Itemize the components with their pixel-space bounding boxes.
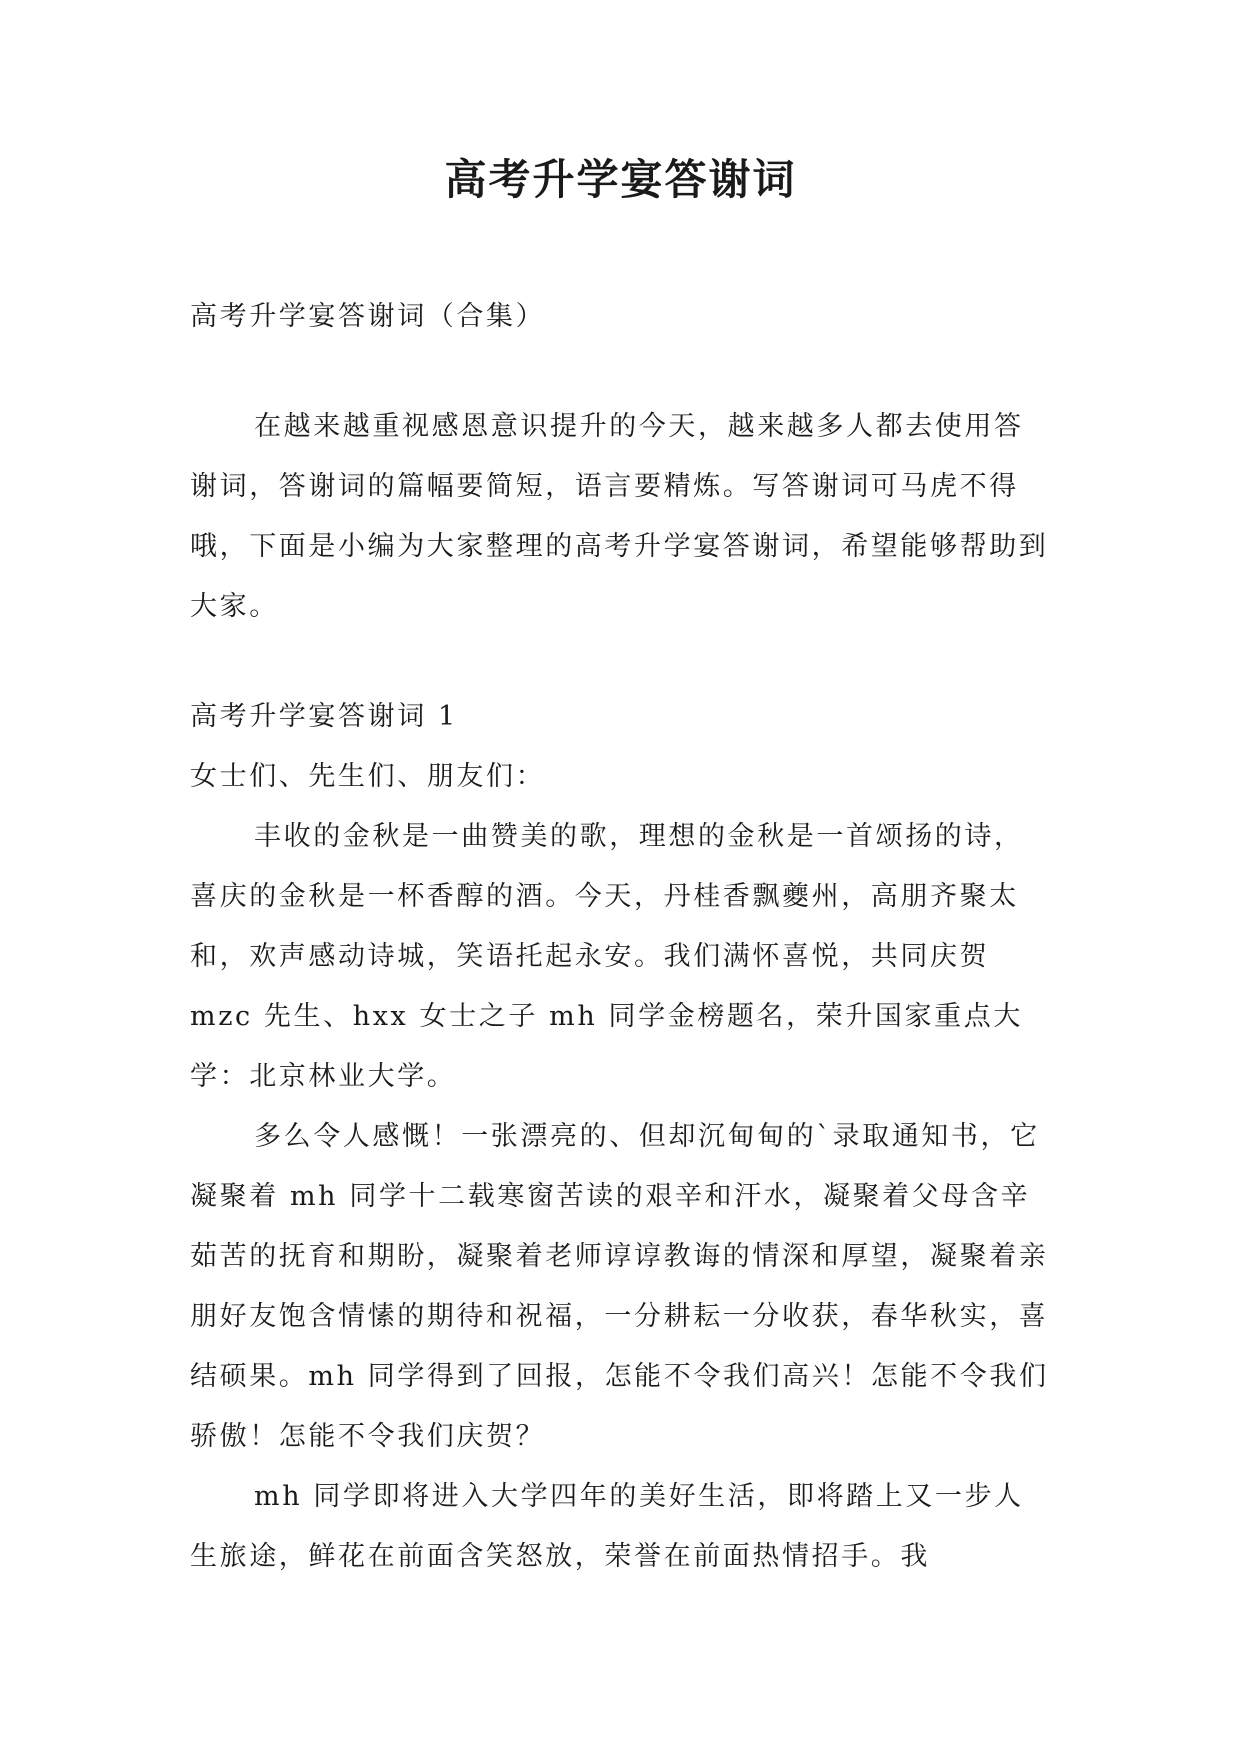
section-heading: 高考升学宴答谢词 1 [190,701,458,732]
spacer [190,347,1052,397]
body-paragraph: 丰收的金秋是一曲赞美的歌，理想的金秋是一首颂扬的诗，喜庆的金秋是一杯香醇的酒。今天，丹桂香飘夔州，高朋齐聚太和，欢声感动诗城，笑语托起永安。我们满怀喜悦，共同庆贺 mzc 先生、hxx 女士之子 mh 同学金榜题名，荣升国家重点大学：北京林业大学。 [190,821,1024,1092]
spacer [190,637,1052,687]
intro-paragraph: 在越来越重视感恩意识提升的今天，越来越多人都去使用答谢词，答谢词的篇幅要简短，语言要精炼。写答谢词可马虎不得哦，下面是小编为大家整理的高考升学宴答谢词，希望能够帮助到大家。 [190,411,1049,622]
body-paragraph: mh 同学即将进入大学四年的美好生活，即将踏上又一步人生旅途，鲜花在前面含笑怒放，荣誉在前面热情招手。我 [190,1481,1024,1572]
document-title: 高考升学宴答谢词 [444,155,797,204]
salutation: 女士们、先生们、朋友们： [190,761,546,792]
document-body [190,287,1052,1587]
body-paragraph: 多么令人感慨！一张漂亮的、但却沉甸甸的`录取通知书，它凝聚着 mh 同学十二载寒窗苦读的艰辛和汗水，凝聚着父母含辛茹苦的抚育和期盼，凝聚着老师谆谆教诲的情深和厚望，凝聚着亲朋好友饱含情愫的期待和祝福，一分耕耘一分收获，春华秋实，喜结硕果。mh 同学得到了回报，怎能不令我们高兴！怎能不令我们骄傲！怎能不令我们庆贺？ [190,1121,1049,1452]
document-subtitle: 高考升学宴答谢词（合集） [190,301,546,332]
